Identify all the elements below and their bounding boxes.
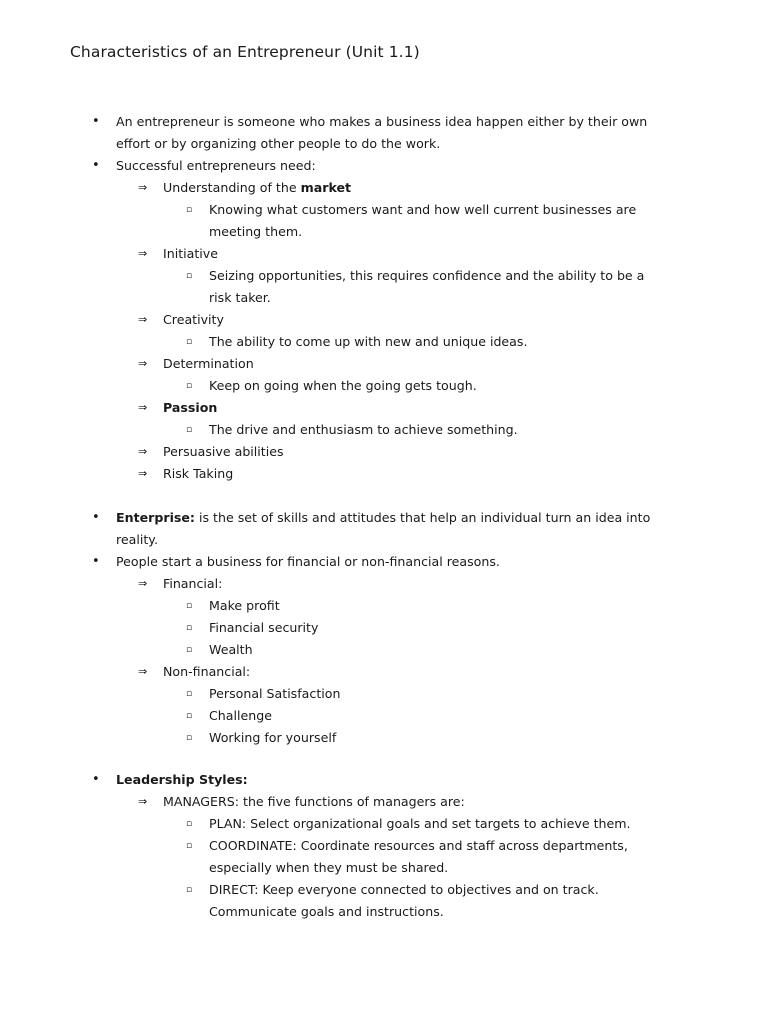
square-marker: ▫ [186, 711, 193, 721]
financial-subitem: Wealth [209, 642, 253, 657]
market-detail-line2: meeting them. [209, 224, 303, 239]
bullet-marker: • [92, 772, 100, 787]
square-marker: ▫ [186, 645, 193, 655]
enterprise-rest: is the set of skills and attitudes that help an individual turn an idea into [194, 510, 651, 525]
page-title: Characteristics of an Entrepreneur (Unit 1.1) [70, 43, 420, 61]
bullet-marker: • [92, 554, 100, 569]
creativity-detail: The ability to come up with new and unique ideas. [209, 334, 528, 349]
entrepreneur-definition-line2: effort or by organizing other people to do the work. [116, 136, 441, 151]
square-marker: ▫ [186, 601, 193, 611]
enterprise-definition-line2: reality. [116, 532, 158, 547]
square-marker: ▫ [186, 885, 193, 895]
initiative-detail-line2: risk taker. [209, 290, 271, 305]
square-marker: ▫ [186, 819, 193, 829]
bullet-marker: • [92, 158, 100, 173]
nonfinancial-subitem: Personal Satisfaction [209, 686, 341, 701]
square-marker: ▫ [186, 841, 193, 851]
arrow-marker: ⇒ [138, 313, 148, 326]
arrow-marker: ⇒ [138, 401, 148, 414]
plan-item: PLAN: Select organizational goals and set targets to achieve them. [209, 816, 631, 831]
market-bold: market [300, 180, 352, 195]
passion-item [163, 397, 217, 419]
creativity-item: Creativity [163, 312, 224, 327]
enterprise-definition-line1 [116, 507, 650, 529]
initiative-detail-line1: Seizing opportunities, this requires confidence and the ability to be a [209, 268, 645, 283]
square-marker: ▫ [186, 271, 193, 281]
market-item [163, 177, 351, 199]
nonfinancial-subitem: Challenge [209, 708, 272, 723]
determination-item: Determination [163, 356, 254, 371]
square-marker: ▫ [186, 205, 193, 215]
managers-item: MANAGERS: the five functions of managers are: [163, 794, 465, 809]
arrow-marker: ⇒ [138, 181, 148, 194]
leadership-heading [116, 769, 248, 791]
entrepreneur-definition-line1: An entrepreneur is someone who makes a business idea happen either by their own [116, 114, 648, 129]
arrow-marker: ⇒ [138, 665, 148, 678]
leadership-bold: Leadership Styles: [116, 772, 248, 787]
direct-line2: Communicate goals and instructions. [209, 904, 444, 919]
reasons-text: People start a business for financial or non-financial reasons. [116, 554, 500, 569]
arrow-marker: ⇒ [138, 247, 148, 260]
square-marker: ▫ [186, 733, 193, 743]
square-marker: ▫ [186, 425, 193, 435]
initiative-item: Initiative [163, 246, 218, 261]
passion-detail: The drive and enthusiasm to achieve something. [209, 422, 518, 437]
arrow-marker: ⇒ [138, 467, 148, 480]
determination-detail: Keep on going when the going gets tough. [209, 378, 477, 393]
direct-line1: DIRECT: Keep everyone connected to objectives and on track. [209, 882, 599, 897]
financial-subitem: Financial security [209, 620, 319, 635]
square-marker: ▫ [186, 689, 193, 699]
nonfinancial-subitem: Working for yourself [209, 730, 337, 745]
risk-item: Risk Taking [163, 466, 234, 481]
bullet-marker: • [92, 114, 100, 129]
square-marker: ▫ [186, 623, 193, 633]
arrow-marker: ⇒ [138, 795, 148, 808]
coordinate-line1: COORDINATE: Coordinate resources and staff across departments, [209, 838, 628, 853]
successful-need-text: Successful entrepreneurs need: [116, 158, 316, 173]
market-prefix: Understanding of the [163, 180, 301, 195]
persuasive-item: Persuasive abilities [163, 444, 284, 459]
arrow-marker: ⇒ [138, 577, 148, 590]
nonfinancial-item: Non-financial: [163, 664, 251, 679]
coordinate-line2: especially when they must be shared. [209, 860, 449, 875]
square-marker: ▫ [186, 337, 193, 347]
financial-subitem: Make profit [209, 598, 280, 613]
passion-bold: Passion [163, 400, 218, 415]
square-marker: ▫ [186, 381, 193, 391]
enterprise-bold: Enterprise: [116, 510, 195, 525]
market-detail-line1: Knowing what customers want and how well current businesses are [209, 202, 637, 217]
arrow-marker: ⇒ [138, 445, 148, 458]
financial-item: Financial: [163, 576, 223, 591]
bullet-marker: • [92, 510, 100, 525]
arrow-marker: ⇒ [138, 357, 148, 370]
